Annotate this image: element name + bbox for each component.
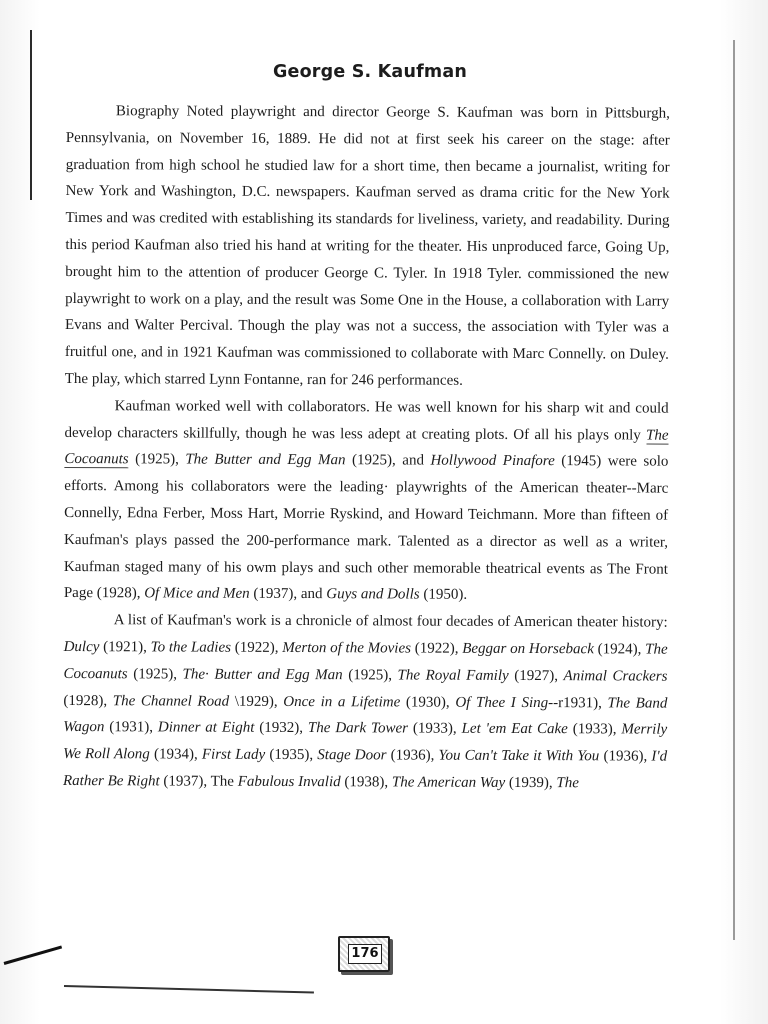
play-title: The Dark Tower	[307, 720, 409, 737]
play-title: Once in a Lifetime	[283, 693, 401, 710]
play-title: I'd Rather Be Right	[62, 748, 668, 790]
play-title: Dulcy	[63, 638, 100, 656]
play-title: The American Way	[391, 774, 506, 791]
scan-edge-left	[30, 30, 32, 200]
play-title: The Butter and Egg Man	[185, 451, 346, 469]
pen-stroke-left	[4, 946, 63, 965]
play-title: Hollywood Pinafore	[430, 452, 555, 470]
play-title: Merton of the Movies	[282, 639, 412, 657]
play-title: Of Mice and Men	[144, 585, 250, 603]
pen-stroke-bottom	[64, 985, 314, 994]
page-number-stamp	[338, 936, 390, 972]
play-title: Fabulous Invalid	[237, 773, 341, 791]
play-title: The· Butter and Egg Man	[182, 666, 343, 683]
play-title: Stage Door	[317, 747, 387, 764]
play-title: Let 'em Eat Cake	[461, 721, 568, 738]
paragraph-biography: Biography Noted playwright and director George S. Kaufman was born in Pittsburgh, Pennsylvania, on November 16, 1889. He did not at first seek his career on the stage: after graduation from high school he studied law for a short time, then became a journalist, writing for New York and Washington, D.C. newspapers. Kaufman served as drama critic for the New York Times and was credited with establishing its standards for liveliness, variety, and readability. During this period Kaufman also tried his hand at writing for the theater. His unproduced farce, Going Up, brought him to the attention of producer George C. Tyler. In 1918 Tyler. commissioned the new playwright to work on a play, and the result was Some One in the House, a collaboration with Larry Evans and Walter Percival. Though the play was not a success, the association with Tyler was a fruitful one, and in 1921 Kaufman was commissioned to collaborate with Marc Connelly. on Duley. The play, which starred Lynn Fontanne, ran for 246 performances.	[64, 103, 670, 389]
play-title: The	[556, 775, 579, 792]
page-number: 176	[348, 944, 382, 964]
play-title: First Lady	[201, 746, 266, 764]
body-text	[63, 98, 670, 797]
play-title: Animal Crackers	[563, 667, 668, 685]
scan-edge-right	[733, 40, 735, 940]
play-title: The Cocoanuts	[63, 641, 668, 683]
play-title: The Band Wagon	[63, 694, 668, 736]
play-title: Dinner at Eight	[157, 719, 255, 737]
play-title: Of Thee I Sing	[455, 694, 549, 711]
play-title: Guys and Dolls	[326, 586, 420, 603]
play-title: You Can't Take it With You	[438, 747, 600, 765]
play-title: To the Ladies	[150, 639, 232, 656]
play-title: The Channel Road	[112, 692, 230, 710]
page-title: George S. Kaufman	[272, 62, 468, 82]
play-title: The Cocoanuts	[64, 427, 669, 468]
paragraph-works-list: A list of Kaufman's work is a chronicle of almost four decades of American theater history: Dulcy (1921), To the Ladies (1922), Merton of the Movies (1922), Beggar on Horseback (1924), The Cocoanuts (1925), The· Butter and Egg Man (1925), The Royal Family (1927), Animal Crackers (1928), The Channel Road \1929), Once in a Lifetime (1930), Of Thee I Sing--r1931), The Band Wagon (1931), Dinner at Eight (1932), The Dark Tower (1933), Let 'em Eat Cake (1933), Merrily We Roll Along (1934), First Lady (1935), Stage Door (1936), You Can't Take it With You (1936), I'd Rather Be Right (1937), The Fabulous Invalid (1938), The American Way (1939), The	[62, 612, 668, 792]
play-title: Beggar on Horseback	[462, 640, 594, 658]
play-title: The Royal Family	[397, 667, 509, 684]
play-title: Merrily We Roll Along	[63, 721, 668, 763]
paragraph-collaborators: Kaufman worked well with collaborators. He was well known for his sharp wit and could develop characters skillfully, though he was less adept at creating plots. Of all his plays only The Cocoanuts (1925), The Butter and Egg Man (1925), and Hollywood Pinafore (1945) were solo efforts. Among his collaborators were the leading· playwrights of the American theater--Marc Connelly, Edna Ferber, Moss Hart, Morrie Ryskind, and Howard Teichmann. More than fifteen of Kaufman's plays passed the 200-performance mark. Talented as a director as well as a writer, Kaufman staged many of his owm plays and such other memorable theatrical events as The Front Page (1928), Of Mice and Men (1937), and Guys and Dolls (1950).	[63, 397, 669, 604]
